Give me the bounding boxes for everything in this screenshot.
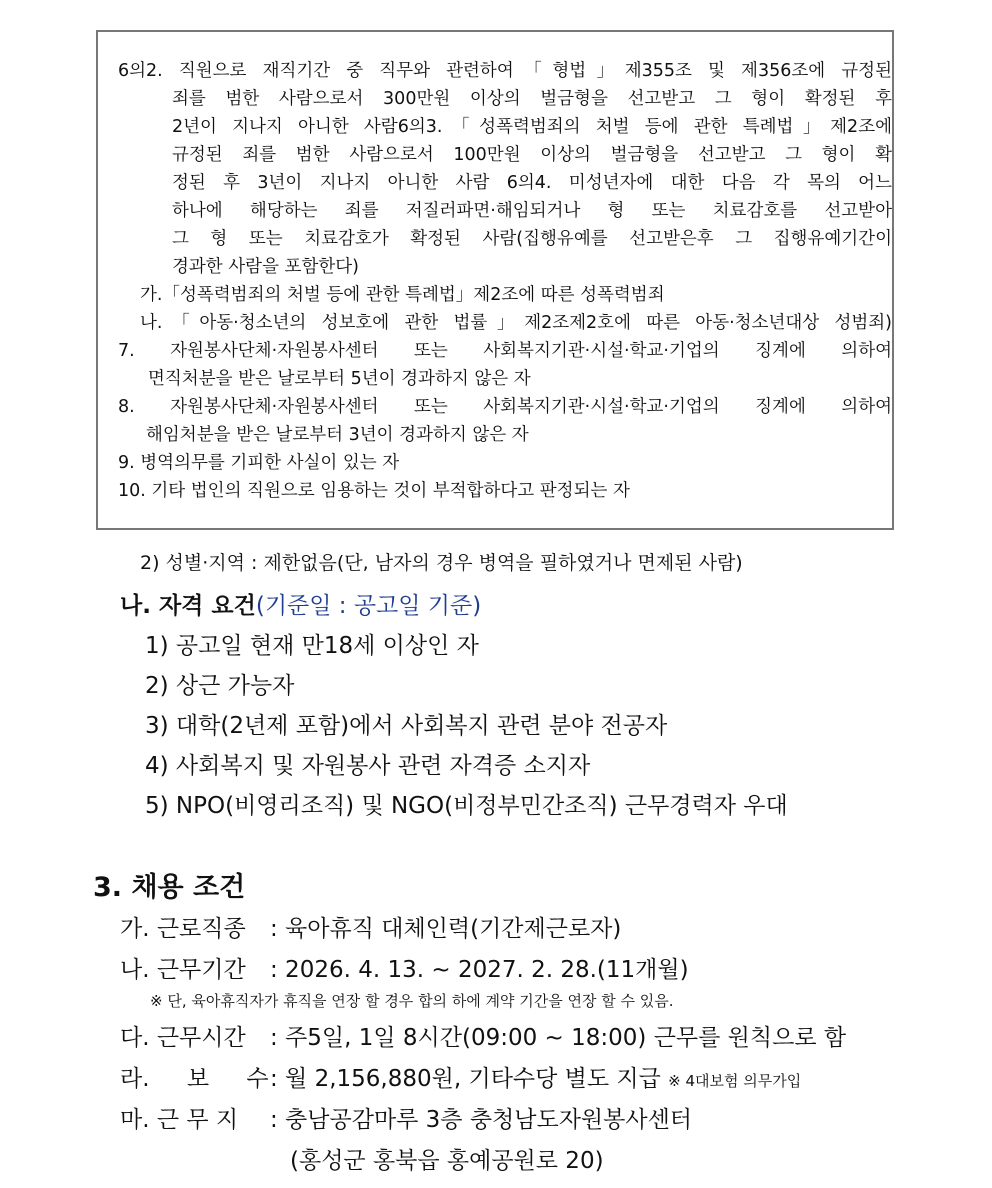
job-type-row [120,910,621,943]
pay-row [120,1060,801,1093]
box-line-5: 정된 후 3년이 지나지 아니한 사람 6의4. 미성년자에 대한 다음 각 목의 어느 [172,173,892,193]
qualification-item-1: 1) 공고일 현재 만18세 이상인 자 [145,633,479,659]
box-line-7: 그 형 또는 치료감호가 확정된 사람(집행유예를 선고받은후 그 집행유예기간이 [172,229,892,249]
section3-title: 3. 채용 조건 [93,872,246,903]
box-line-13: 8. 자원봉사단체·자원봉사센터 또는 사회복지기관·시설·학교·기업의 징계에 의하여 [118,397,892,417]
period-label: 나. 근무기간 [120,957,246,983]
location-address: (홍성군 홍북읍 홍예공원로 20) [290,1148,604,1174]
hours-row [120,1019,846,1052]
pay-note: ※ 4대보험 의무가입 [668,1072,802,1090]
period-note: ※ 단, 육아휴직자가 휴직을 연장 할 경우 합의 하에 계약 기간을 연장 할 수 있음. [150,992,674,1010]
location-label: 마. 근 무 지 [120,1107,239,1133]
box-line-8: 경과한 사람을 포함한다) [172,257,360,277]
location-row [120,1101,692,1134]
box-line-11: 7. 자원봉사단체·자원봉사센터 또는 사회복지기관·시설·학교·기업의 징계에 의하여 [118,341,892,361]
box-line-3: 2년이 지나지 아니한 사람6의3.「성폭력범죄의 처벌 등에 관한 특례법」제2조에 [172,117,892,137]
box-line-15: 9. 병역의무를 기피한 사실이 있는 자 [118,453,400,473]
qualification-heading-note: (기준일 : 공고일 기준) [255,593,482,619]
period-row [120,951,689,984]
qualification-item-2: 2) 상근 가능자 [145,673,295,699]
location-value: : 충남공감마루 3층 충청남도자원봉사센터 [270,1107,693,1133]
job-type-label: 가. 근로직종 [120,916,246,942]
box-line-1: 6의2. 직원으로 재직기간 중 직무와 관련하여「형법」제355조 및 제356조에 규정된 [118,61,892,81]
period-value: : 2026. 4. 13. ~ 2027. 2. 28.(11개월) [270,957,689,983]
job-type-value: : 육아휴직 대체인력(기간제근로자) [270,916,622,942]
qualification-item-4: 4) 사회복지 및 자원봉사 관련 자격증 소지자 [145,753,591,779]
hours-label: 다. 근무시간 [120,1025,246,1051]
box-line-12: 면직처분을 받은 날로부터 5년이 경과하지 않은 자 [148,369,531,389]
hours-value: : 주5일, 1일 8시간(09:00 ~ 18:00) 근무를 원칙으로 함 [270,1025,847,1051]
box-line-14: 해임처분을 받은 날로부터 3년이 경과하지 않은 자 [146,425,529,445]
gender-region-line: 2) 성별·지역 : 제한없음(단, 남자의 경우 병역을 필하였거나 면제된 사람) [140,552,743,574]
qualification-item-3: 3) 대학(2년제 포함)에서 사회복지 관련 분야 전공자 [145,713,668,739]
box-line-4: 규정된 죄를 범한 사람으로서 100만원 이상의 벌금형을 선고받고 그 형이 확 [172,145,892,165]
box-line-2: 죄를 범한 사람으로서 300만원 이상의 벌금형을 선고받고 그 형이 확정된 후 [172,89,892,109]
box-line-9: 가.「성폭력범죄의 처벌 등에 관한 특례법」제2조에 따른 성폭력범죄 [140,285,665,305]
qualification-heading: 나. 자격 요건 [120,593,256,619]
pay-value: : 월 2,156,880원, 기타수당 별도 지급 [270,1066,661,1092]
box-line-16: 10. 기타 법인의 직원으로 임용하는 것이 부적합하다고 판정되는 자 [118,481,630,501]
box-line-10: 나.「아동·청소년의 성보호에 관한 법률」제2조제2호에 따른 아동·청소년대상 성범죄) [140,313,892,333]
qualification-item-5: 5) NPO(비영리조직) 및 NGO(비정부민간조직) 근무경력자 우대 [145,793,788,819]
box-line-6: 하나에 해당하는 죄를 저질러파면·해임되거나 형 또는 치료감호를 선고받아 [172,201,892,221]
qualification-heading-line [120,587,481,620]
pay-label: 라. 보 수 [120,1066,269,1092]
